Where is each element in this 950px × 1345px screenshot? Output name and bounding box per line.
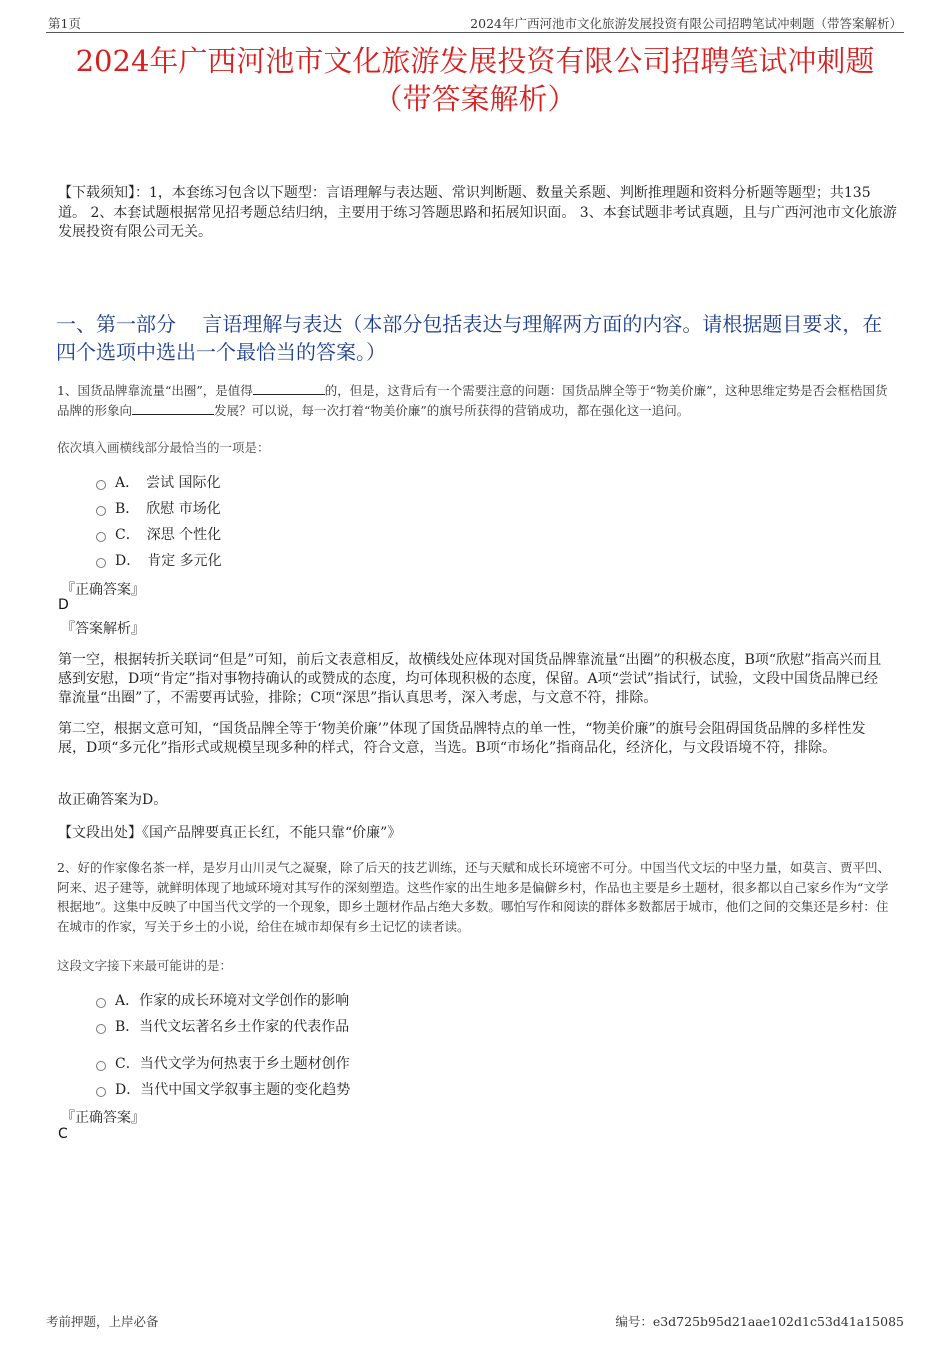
download-notice: 【下载须知】：1，本套练习包含以下题型：言语理解与表达题、常识判断题、数量关系题、判断推理题和资料分析题等题型；共135道。 2、本套试题根据常见招考题总结归纳，主要用于练习答题思路和拓展知识面。 3、本套试题非考试真题，且与广西河池市文化旅游发展投资有限公司无关。 (58, 185, 897, 240)
section-heading: 一、第一部分 言语理解与表达（本部分包括表达与理解两方面的内容。请根据题目要求，在四个选项中选出一个最恰当的答案。） (56, 312, 883, 364)
q2-answer: C (58, 1126, 68, 1142)
radio-icon[interactable] (96, 558, 106, 568)
header-doc-title: 2024年广西河池市文化旅游发展投资有限公司招聘笔试冲刺题（带答案解析） (470, 16, 902, 31)
q2-option-c[interactable] (96, 1053, 350, 1073)
q1-option-a[interactable] (96, 472, 221, 492)
q1-analysis-3: 故正确答案为D。 (58, 792, 168, 808)
q1-prompt: 依次填入画横线部分最恰当的一项是： (57, 440, 270, 455)
q1-option-b[interactable] (96, 498, 221, 518)
page-number: 第1页 (48, 16, 81, 31)
radio-icon[interactable] (96, 532, 106, 542)
radio-icon[interactable] (96, 1087, 106, 1097)
q1-source: 【文段出处】《国产品牌要真正长红，不能只靠“价廉”》 (58, 825, 402, 841)
q1-blank-2 (132, 401, 214, 415)
option-label: B．当代文坛著名乡土作家的代表作品 (115, 1019, 350, 1035)
radio-icon[interactable] (96, 506, 106, 516)
q1-text-c: 发展？可以说，每一次打着“物美价廉”的旗号所获得的营销成功，都在强化这一追问。 (214, 403, 690, 418)
q1-text-b: 的，但是，这背后有一个需要注意的问题：国货品牌全等于“物美价廉”，这种思维定势是否会框梏国货品牌的形象向 (57, 383, 888, 418)
radio-icon[interactable] (96, 1024, 106, 1034)
option-label: A．作家的成长环境对文学创作的影响 (115, 993, 350, 1009)
q2-prompt: 这段文字接下来最可能讲的是： (57, 958, 233, 973)
q2-option-a[interactable] (96, 990, 349, 1010)
radio-icon[interactable] (96, 480, 106, 490)
page-header (46, 12, 904, 33)
option-label: C． 深思 个性化 (115, 527, 222, 543)
option-label: D． 肯定 多元化 (115, 553, 222, 569)
q2-option-d[interactable] (96, 1079, 350, 1099)
q2-option-b[interactable] (96, 1016, 349, 1036)
footer-serial: 编号：e3d725b95d21aae102d1c53d41a15085 (615, 1314, 904, 1329)
q1-analysis-2: 第二空，根据文意可知，“国货品牌全等于‘物美价廉’”体现了国货品牌特点的单一性，“物美价廉”的旗号会阻碍国货品牌的多样性发展，D项“多元化”指形式或规模呈现多种的样式，符合文意，当选。B项“市场化”指商品化，经济化，与文段语境不符，排除。 (58, 721, 866, 756)
q1-answer: D (58, 597, 69, 613)
option-label: B． 欣慰 市场化 (115, 501, 221, 517)
q1-answer-label: 『正确答案』 (61, 582, 145, 598)
radio-icon[interactable] (96, 998, 106, 1008)
q1-text-a: 1、国货品牌靠流量“出圈”，是值得 (57, 383, 253, 398)
q1-option-c[interactable] (96, 524, 221, 544)
q2-answer-label: 『正确答案』 (61, 1110, 145, 1126)
q1-option-d[interactable] (96, 550, 222, 570)
radio-icon[interactable] (96, 1061, 106, 1071)
option-label: A． 尝试 国际化 (115, 475, 221, 491)
q1-blank-1 (253, 381, 325, 395)
option-label: C．当代文学为何热衷于乡土题材创作 (115, 1056, 350, 1072)
question-1-text (57, 381, 897, 421)
document-title (40, 42, 910, 118)
footer-slogan: 考前押题，上岸必备 (46, 1314, 159, 1329)
title-line-2: （带答案解析） (373, 82, 577, 116)
title-line-1: 2024年广西河池市文化旅游发展投资有限公司招聘笔试冲刺题 (75, 44, 875, 78)
q1-analysis-1: 第一空，根据转折关联词“但是”可知，前后文表意相反，故横线处应体现对国货品牌靠流量“出圈”的积极态度，B项“欣慰”指高兴而且感到安慰，D项“肯定”指对事物持确认的或赞成的态度，均可体现积极的态度，保留。A项“尝试”指试行，试验，文段中国货品牌已经靠流量“出圈”了，不需要再试验，排除；C项“深思”指认真思考，深入考虑，与文意不符，排除。 (58, 652, 882, 706)
q1-analysis-label: 『答案解析』 (61, 621, 145, 637)
option-label: D．当代中国文学叙事主题的变化趋势 (115, 1082, 351, 1098)
question-2-text: 2、好的作家像名茶一样，是岁月山川灵气之凝聚，除了后天的技艺训练，还与天赋和成长环境密不可分。中国当代文坛的中坚力量，如莫言、贾平凹、阿来、迟子建等，就鲜明体现了地域环境对其写作的深刻塑造。这些作家的出生地多是偏僻乡村，作品也主要是乡土题材，很多都以自己家乡作为“文学根据地”。这集中反映了中国当代文学的一个现象，即乡土题材作品占绝大多数。哪怕写作和阅读的群体多数都居于城市，他们之间的交集还是乡村：住在城市的作家，写关于乡土的小说，给住在城市却保有乡土记忆的读者读。 (57, 860, 890, 934)
